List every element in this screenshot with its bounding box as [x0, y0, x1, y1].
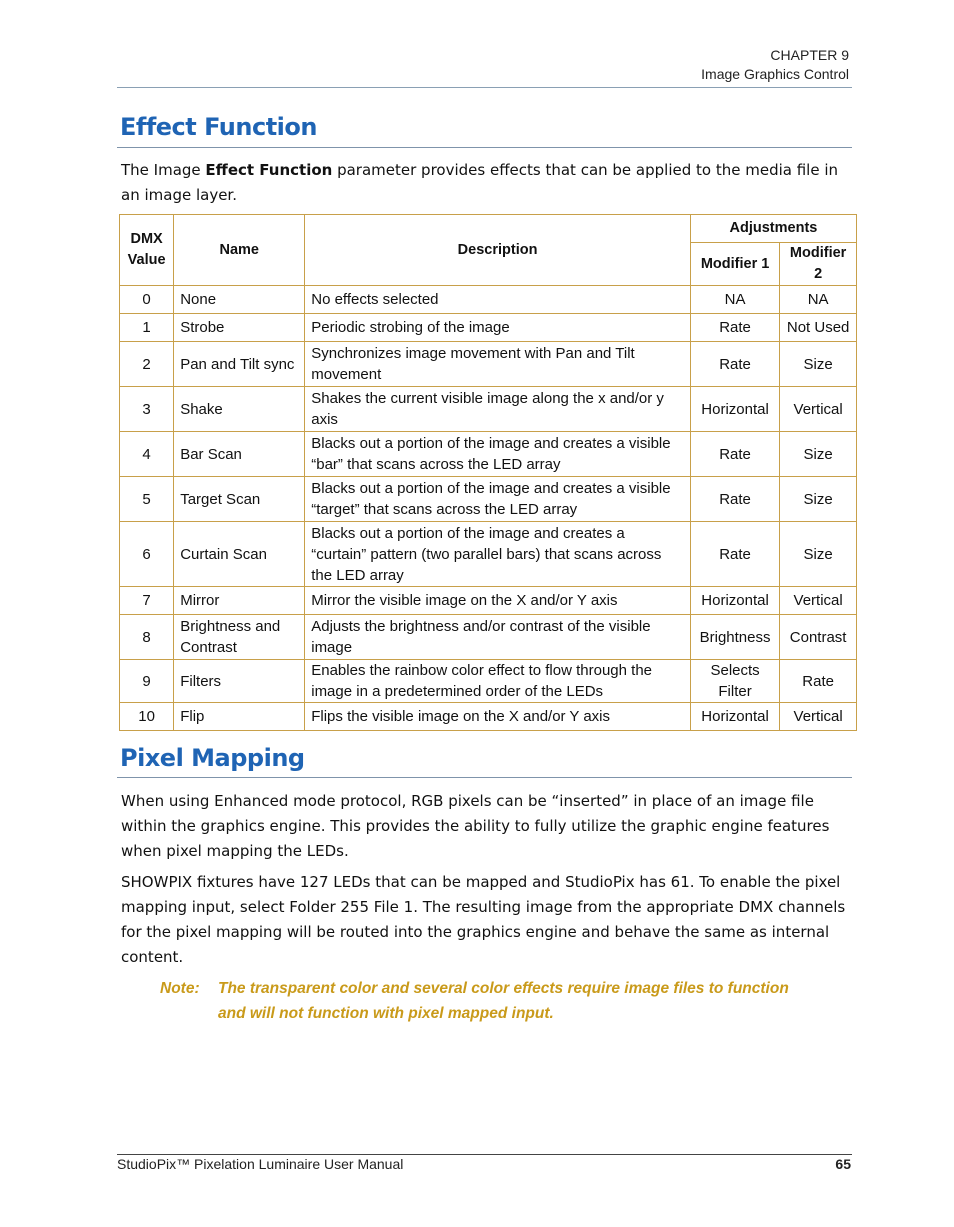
- pixel-paragraph-1: When using Enhanced mode protocol, RGB pixels can be “inserted” in place of an image file within the graphics engine. This provides the ability to fully utilize the graphic engine features when pixel mapping the LEDs.: [121, 792, 830, 860]
- effect-name-cell: Strobe: [174, 314, 305, 342]
- description-cell: Enables the rainbow color effect to flow through the image in a predetermined order of the LEDs: [305, 660, 691, 703]
- description-cell: No effects selected: [305, 286, 691, 314]
- modifier-1-cell: Rate: [690, 432, 779, 477]
- effect-name-cell: Target Scan: [174, 477, 305, 522]
- effect-name-cell: Pan and Tilt sync: [174, 342, 305, 387]
- modifier-1-cell: Horizontal: [690, 587, 779, 615]
- table-row: [120, 286, 857, 314]
- modifier-1-cell: Horizontal: [690, 703, 779, 731]
- dmx-value-cell: 7: [120, 587, 174, 615]
- description-cell: Blacks out a portion of the image and creates a visible “bar” that scans across the LED array: [305, 432, 691, 477]
- dmx-value-cell: 2: [120, 342, 174, 387]
- header-adjustments: Adjustments: [690, 215, 856, 243]
- table-row: [120, 477, 857, 522]
- pixel-paragraph-2: SHOWPIX fixtures have 127 LEDs that can be mapped and StudioPix has 61. To enable the pixel mapping input, select Folder 255 File 1. The resulting image from the appropriate DMX channels for the pixel mapping will be routed into the graphics engine and behave the same as internal content.: [121, 873, 846, 966]
- note-text: The transparent color and several color effects require image files to function and will not function with pixel mapped input.: [218, 980, 789, 1022]
- modifier-1-cell: Brightness: [690, 615, 779, 660]
- page-header: [701, 46, 849, 84]
- description-cell: Shakes the current visible image along the x and/or y axis: [305, 387, 691, 432]
- description-cell: Synchronizes image movement with Pan and Tilt movement: [305, 342, 691, 387]
- effect-name-cell: Curtain Scan: [174, 522, 305, 587]
- header-description: Description: [305, 215, 691, 286]
- note-callout: [160, 976, 800, 1026]
- table-row: [120, 387, 857, 432]
- modifier-1-cell: Rate: [690, 522, 779, 587]
- table-row: [120, 342, 857, 387]
- intro-text-end: parameter provides effects that can be applied to the media file in an image layer.: [121, 161, 839, 204]
- modifier-2-cell: Size: [780, 342, 857, 387]
- header-dmx-value: DMX Value: [120, 215, 174, 286]
- modifier-2-cell: Size: [780, 432, 857, 477]
- table-row: [120, 587, 857, 615]
- dmx-value-cell: 3: [120, 387, 174, 432]
- pixel-title-divider: [117, 777, 852, 778]
- header-modifier-1: Modifier 1: [690, 243, 779, 286]
- dmx-value-cell: 5: [120, 477, 174, 522]
- effect-name-cell: Filters: [174, 660, 305, 703]
- table-row: [120, 314, 857, 342]
- effect-name-cell: Flip: [174, 703, 305, 731]
- modifier-1-cell: Horizontal: [690, 387, 779, 432]
- modifier-2-cell: NA: [780, 286, 857, 314]
- modifier-1-cell: Rate: [690, 477, 779, 522]
- description-cell: Periodic strobing of the image: [305, 314, 691, 342]
- note-label: Note:: [160, 980, 200, 997]
- dmx-value-cell: 0: [120, 286, 174, 314]
- modifier-1-cell: Selects Filter: [690, 660, 779, 703]
- table-row: [120, 615, 857, 660]
- description-cell: Mirror the visible image on the X and/or Y axis: [305, 587, 691, 615]
- manual-title: StudioPix™ Pixelation Luminaire User Manual: [117, 1156, 404, 1172]
- pixel-mapping-title: Pixel Mapping: [120, 744, 305, 772]
- chapter-subtitle: Image Graphics Control: [701, 66, 849, 82]
- table-row: [120, 660, 857, 703]
- intro-text-start: The Image: [121, 161, 206, 179]
- description-cell: Flips the visible image on the X and/or Y axis: [305, 703, 691, 731]
- chapter-label: CHAPTER 9: [770, 47, 849, 63]
- effect-function-table: [119, 214, 857, 731]
- modifier-2-cell: Contrast: [780, 615, 857, 660]
- modifier-2-cell: Rate: [780, 660, 857, 703]
- footer-divider: [117, 1154, 852, 1155]
- modifier-2-cell: Size: [780, 522, 857, 587]
- dmx-value-cell: 10: [120, 703, 174, 731]
- dmx-value-cell: 8: [120, 615, 174, 660]
- effect-name-cell: Brightness and Contrast: [174, 615, 305, 660]
- effect-name-cell: None: [174, 286, 305, 314]
- description-cell: Blacks out a portion of the image and creates a “curtain” pattern (two parallel bars) that scans across the LED array: [305, 522, 691, 587]
- description-cell: Blacks out a portion of the image and creates a visible “target” that scans across the LED array: [305, 477, 691, 522]
- effect-title-divider: [117, 147, 852, 148]
- modifier-2-cell: Size: [780, 477, 857, 522]
- page-number: 65: [835, 1156, 851, 1172]
- header-modifier-2: Modifier 2: [780, 243, 857, 286]
- effect-name-cell: Mirror: [174, 587, 305, 615]
- modifier-2-cell: Not Used: [780, 314, 857, 342]
- modifier-2-cell: Vertical: [780, 587, 857, 615]
- dmx-value-cell: 6: [120, 522, 174, 587]
- modifier-2-cell: Vertical: [780, 703, 857, 731]
- description-cell: Adjusts the brightness and/or contrast of the visible image: [305, 615, 691, 660]
- intro-text-bold: Effect Function: [205, 161, 333, 179]
- header-divider: [117, 87, 852, 88]
- table-row: [120, 432, 857, 477]
- effect-name-cell: Shake: [174, 387, 305, 432]
- modifier-1-cell: Rate: [690, 314, 779, 342]
- modifier-2-cell: Vertical: [780, 387, 857, 432]
- dmx-value-cell: 9: [120, 660, 174, 703]
- table-row: [120, 703, 857, 731]
- effect-name-cell: Bar Scan: [174, 432, 305, 477]
- dmx-value-cell: 4: [120, 432, 174, 477]
- header-name: Name: [174, 215, 305, 286]
- effect-function-title: Effect Function: [120, 113, 317, 141]
- modifier-1-cell: Rate: [690, 342, 779, 387]
- dmx-value-cell: 1: [120, 314, 174, 342]
- modifier-1-cell: NA: [690, 286, 779, 314]
- effect-intro-paragraph: [121, 158, 856, 208]
- table-row: [120, 522, 857, 587]
